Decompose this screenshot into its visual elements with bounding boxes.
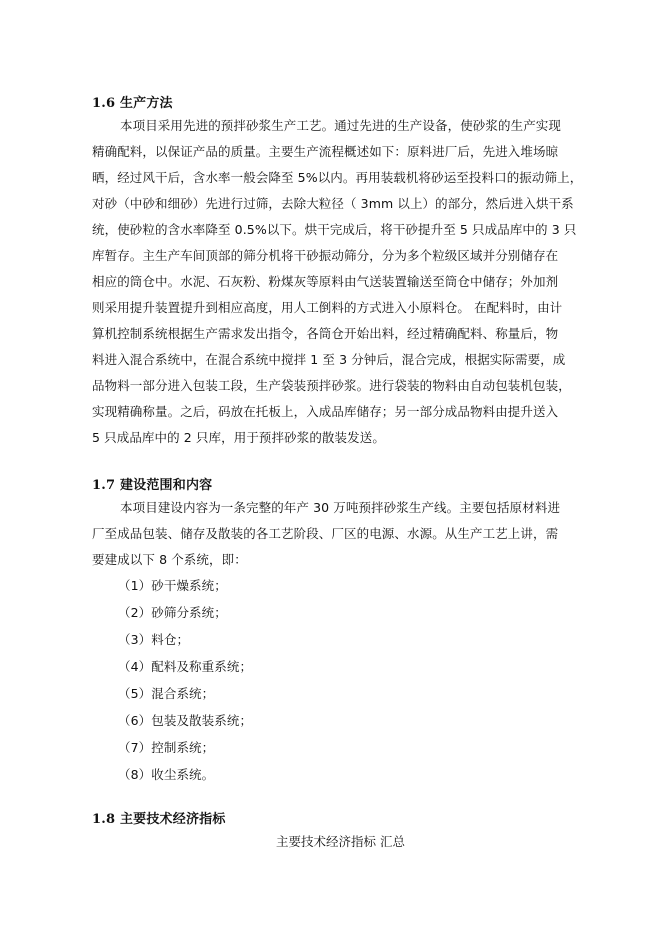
paragraph-line: 实现精确称量。之后，码放在托板上，入成品库储存；另一部分成品物料由提升送入 xyxy=(92,404,559,419)
list-item: （4）配料及称重系统； xyxy=(118,659,253,674)
list-item: （7）控制系统； xyxy=(118,740,215,755)
section-heading-1-7: 1.7 建设范围和内容 xyxy=(92,478,213,493)
list-item: （8）收尘系统。 xyxy=(118,767,215,782)
paragraph-line: 精确配料，以保证产品的质量。主要生产流程概述如下：原料进厂后，先进入堆场晾 xyxy=(92,144,559,159)
section-heading-1-6: 1.6 生产方法 xyxy=(92,96,173,111)
list-item: （6）包装及散装系统； xyxy=(118,713,253,728)
paragraph-line: 要建成以下 8 个系统，即： xyxy=(92,552,247,567)
paragraph-line: 库暂存。主生产车间顶部的筛分机将干砂振动筛分，分为多个粒级区域并分别储存在 xyxy=(92,248,559,263)
section-heading-1-8: 1.8 主要技术经济指标 xyxy=(92,812,226,827)
paragraph-line: 品物料一部分进入包装工段，生产袋装预拌砂浆。进行袋装的物料由自动包装机包装， xyxy=(92,378,571,393)
paragraph-line: 本项目采用先进的预拌砂浆生产工艺。通过先进的生产设备，使砂浆的生产实现 xyxy=(120,118,562,133)
paragraph-line: 算机控制系统根据生产需求发出指令，各筒仓开始出料，经过精确配料、称量后，物 xyxy=(92,326,559,341)
list-item: （1）砂干燥系统； xyxy=(118,578,227,593)
paragraph-line: 厂至成品包装、储存及散装的各工艺阶段、厂区的电源、水源。从生产工艺上讲，需 xyxy=(92,526,559,541)
list-item: （5）混合系统； xyxy=(118,686,215,701)
paragraph-line: 5 只成品库中的 2 只库，用于预拌砂浆的散装发送。 xyxy=(92,430,385,445)
list-item: （2）砂筛分系统； xyxy=(118,605,227,620)
paragraph-line: 料进入混合系统中，在混合系统中搅拌 1 至 3 分钟后，混合完成，根据实际需要，成 xyxy=(92,352,566,367)
paragraph-line: 统，使砂粒的含水率降至 0.5%以下。烘干完成后，将干砂提升至 5 只成品库中的 3 只 xyxy=(92,222,577,237)
paragraph-line: 晒，经过风干后，含水率一般会降至 5%以内。再用装载机将砂运至投料口的振动筛上， xyxy=(92,170,583,185)
paragraph-line: 则采用提升装置提升到相应高度，用人工倒料的方式进入小原料仓。 在配料时，由计 xyxy=(92,300,563,315)
paragraph-line: 本项目建设内容为一条完整的年产 30 万吨预拌砂浆生产线。主要包括原材料进 xyxy=(120,500,561,515)
list-item: （3）料仓； xyxy=(118,632,190,647)
table-caption: 主要技术经济指标 汇总 xyxy=(276,834,405,849)
paragraph-line: 相应的筒仓中。水泥、石灰粉、粉煤灰等原料由气送装置输送至筒仓中储存；外加剂 xyxy=(92,274,559,289)
paragraph-line: 对砂（中砂和细砂）先进行过筛，去除大粒径（ 3mm 以上）的部分，然后进入烘干系 xyxy=(92,196,574,211)
